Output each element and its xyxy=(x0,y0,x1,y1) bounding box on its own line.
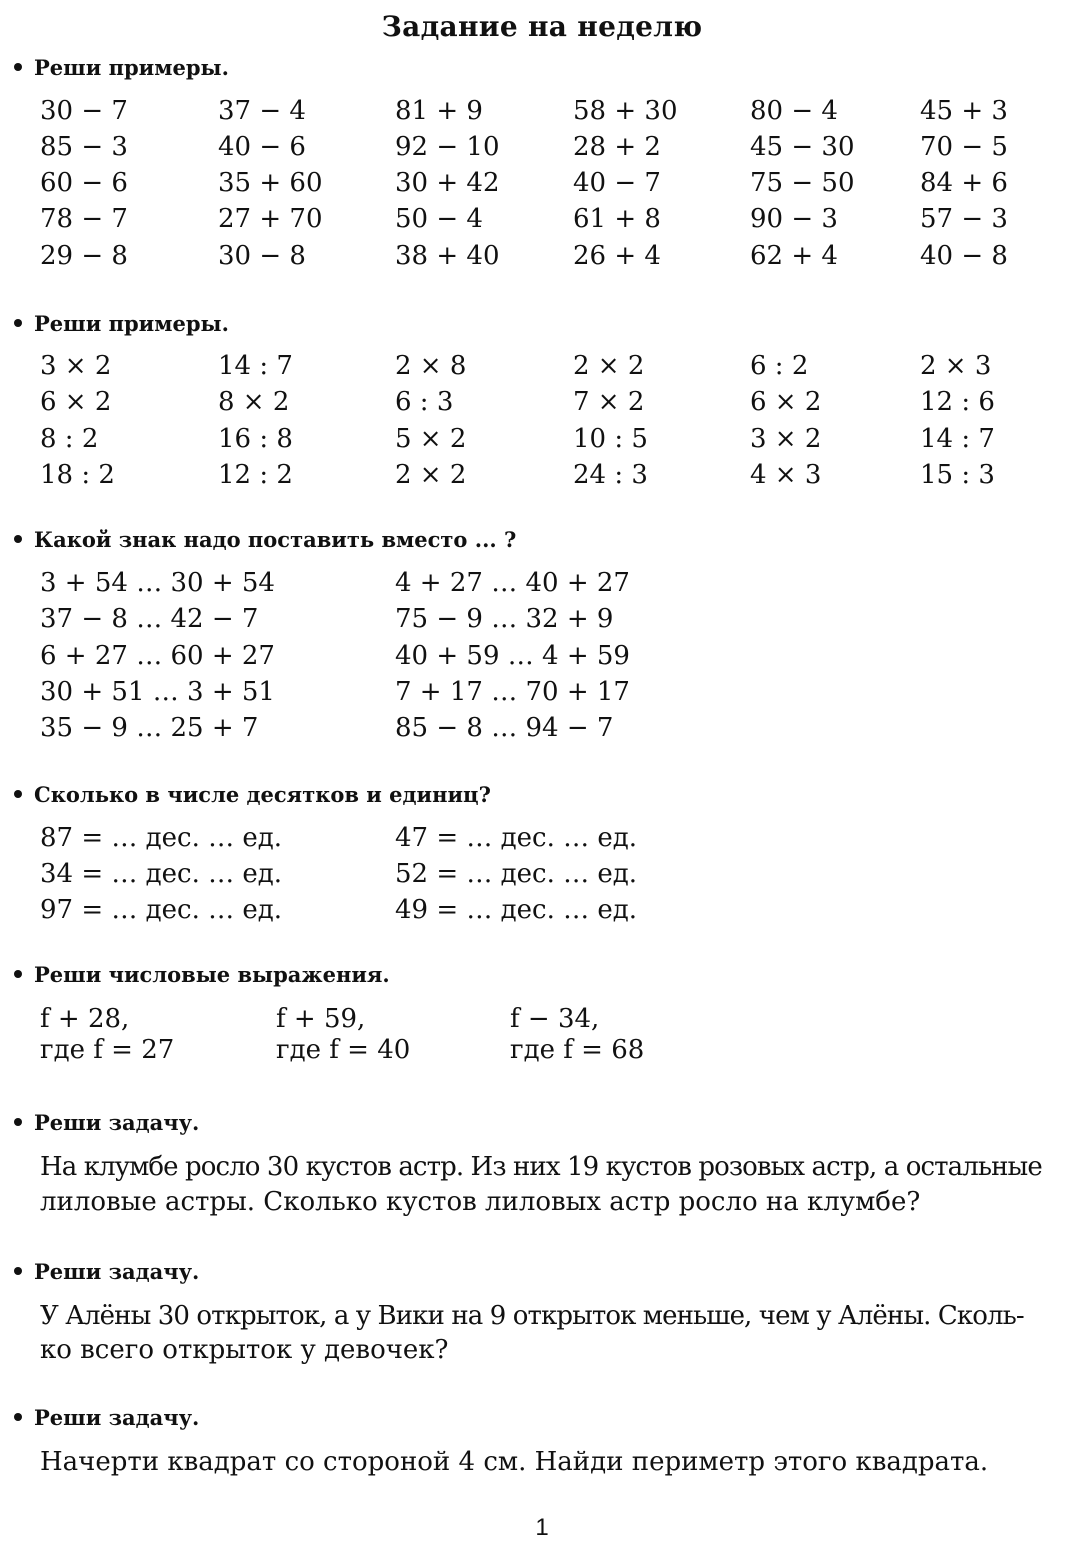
example: 75 − 50 xyxy=(750,168,855,198)
example: 12 : 2 xyxy=(218,460,293,490)
example: 27 + 70 xyxy=(218,204,323,234)
example: 60 − 6 xyxy=(40,168,128,198)
comparison: 3 + 54 … 30 + 54 xyxy=(40,568,275,598)
example: 3 × 2 xyxy=(750,424,822,454)
bullet-icon xyxy=(14,1413,22,1421)
example: 24 : 3 xyxy=(573,460,648,490)
example: 14 : 7 xyxy=(920,424,995,454)
example: 8 : 2 xyxy=(40,424,99,454)
bullet-icon xyxy=(14,1118,22,1126)
example: 78 − 7 xyxy=(40,204,128,234)
example: 29 − 8 xyxy=(40,241,128,271)
comparison: 35 − 9 … 25 + 7 xyxy=(40,713,259,743)
task-1-heading xyxy=(14,55,229,80)
task-8-heading xyxy=(14,1405,199,1430)
example: 4 × 3 xyxy=(750,460,822,490)
task-4-heading xyxy=(14,782,491,807)
example: 5 × 2 xyxy=(395,424,467,454)
example: 18 : 2 xyxy=(40,460,115,490)
comparison: 37 − 8 … 42 − 7 xyxy=(40,604,259,634)
comparison: 75 − 9 … 32 + 9 xyxy=(395,604,614,634)
task-7-text-line: У Алёны 30 открыток, а у Вики на 9 открыток меньше, чем у Алёны. Сколь- xyxy=(40,1301,1024,1331)
example: 26 + 4 xyxy=(573,241,661,271)
example: 61 + 8 xyxy=(573,204,661,234)
example: 81 + 9 xyxy=(395,96,483,126)
expression: f − 34, xyxy=(510,1004,600,1034)
example: 37 − 4 xyxy=(218,96,306,126)
example: 15 : 3 xyxy=(920,460,995,490)
comparison: 85 − 8 … 94 − 7 xyxy=(395,713,614,743)
example: 6 : 3 xyxy=(395,387,454,417)
task-6-heading-text: Реши задачу. xyxy=(34,1110,200,1135)
example: 62 + 4 xyxy=(750,241,838,271)
task-3-heading-text: Какой знак надо поставить вместо ... ? xyxy=(34,527,517,552)
task-6-heading xyxy=(14,1110,199,1135)
example: 84 + 6 xyxy=(920,168,1008,198)
example: 57 − 3 xyxy=(920,204,1008,234)
example: 85 − 3 xyxy=(40,132,128,162)
example: 16 : 8 xyxy=(218,424,293,454)
example: 50 − 4 xyxy=(395,204,483,234)
bullet-icon xyxy=(14,970,22,978)
task-8-text-line: Начерти квадрат со стороной 4 см. Найди периметр этого квадрата. xyxy=(40,1447,989,1477)
task-4-heading-text: Сколько в числе десятков и единиц? xyxy=(34,782,491,807)
bullet-icon xyxy=(14,790,22,798)
task-2-heading-text: Реши примеры. xyxy=(34,311,229,336)
example: 90 − 3 xyxy=(750,204,838,234)
example: 58 + 30 xyxy=(573,96,678,126)
example: 45 − 30 xyxy=(750,132,855,162)
place-value-item: 87 = … дес. … ед. xyxy=(40,823,283,853)
example: 12 : 6 xyxy=(920,387,995,417)
bullet-icon xyxy=(14,535,22,543)
task-7-heading xyxy=(14,1259,199,1284)
comparison: 4 + 27 … 40 + 27 xyxy=(395,568,630,598)
example: 92 − 10 xyxy=(395,132,500,162)
task-7-text-line: ко всего открыток у девочек? xyxy=(40,1335,449,1365)
example: 3 × 2 xyxy=(40,351,112,381)
task-5-heading-text: Реши числовые выражения. xyxy=(34,962,390,987)
example: 2 × 3 xyxy=(920,351,992,381)
example: 6 × 2 xyxy=(40,387,112,417)
task-8-heading-text: Реши задачу. xyxy=(34,1405,200,1430)
example: 8 × 2 xyxy=(218,387,290,417)
task-6-text-line: лиловые астры. Сколько кустов лиловых астр росло на клумбе? xyxy=(40,1187,921,1217)
place-value-item: 52 = … дес. … ед. xyxy=(395,859,638,889)
comparison: 40 + 59 … 4 + 59 xyxy=(395,641,630,671)
example: 40 − 8 xyxy=(920,241,1008,271)
example: 38 + 40 xyxy=(395,241,500,271)
example: 6 × 2 xyxy=(750,387,822,417)
example: 6 : 2 xyxy=(750,351,809,381)
example: 30 + 42 xyxy=(395,168,500,198)
bullet-icon xyxy=(14,63,22,71)
place-value-item: 97 = … дес. … ед. xyxy=(40,895,283,925)
expression-condition: где f = 40 xyxy=(276,1035,411,1065)
expression: f + 28, xyxy=(40,1004,130,1034)
example: 45 + 3 xyxy=(920,96,1008,126)
comparison: 30 + 51 … 3 + 51 xyxy=(40,677,275,707)
expression-condition: где f = 27 xyxy=(40,1035,175,1065)
example: 7 × 2 xyxy=(573,387,645,417)
example: 30 − 7 xyxy=(40,96,128,126)
example: 35 + 60 xyxy=(218,168,323,198)
bullet-icon xyxy=(14,1267,22,1275)
place-value-item: 34 = … дес. … ед. xyxy=(40,859,283,889)
comparison: 6 + 27 … 60 + 27 xyxy=(40,641,275,671)
example: 14 : 7 xyxy=(218,351,293,381)
task-1-heading-text: Реши примеры. xyxy=(34,55,229,80)
page-title: Задание на неделю xyxy=(381,10,703,43)
task-5-heading xyxy=(14,962,390,987)
bullet-icon xyxy=(14,319,22,327)
task-2-heading xyxy=(14,311,229,336)
example: 40 − 6 xyxy=(218,132,306,162)
example: 2 × 2 xyxy=(395,460,467,490)
example: 30 − 8 xyxy=(218,241,306,271)
place-value-item: 47 = … дес. … ед. xyxy=(395,823,638,853)
example: 80 − 4 xyxy=(750,96,838,126)
page-number: 1 xyxy=(535,1514,549,1541)
example: 2 × 8 xyxy=(395,351,467,381)
example: 10 : 5 xyxy=(573,424,648,454)
example: 28 + 2 xyxy=(573,132,661,162)
place-value-item: 49 = … дес. … ед. xyxy=(395,895,638,925)
task-6-text-line: На клумбе росло 30 кустов астр. Из них 19 кустов розовых астр, а остальные xyxy=(40,1152,1042,1182)
task-7-heading-text: Реши задачу. xyxy=(34,1259,200,1284)
expression-condition: где f = 68 xyxy=(510,1035,645,1065)
expression: f + 59, xyxy=(276,1004,366,1034)
comparison: 7 + 17 … 70 + 17 xyxy=(395,677,630,707)
task-3-heading xyxy=(14,527,516,552)
example: 2 × 2 xyxy=(573,351,645,381)
example: 70 − 5 xyxy=(920,132,1008,162)
example: 40 − 7 xyxy=(573,168,661,198)
